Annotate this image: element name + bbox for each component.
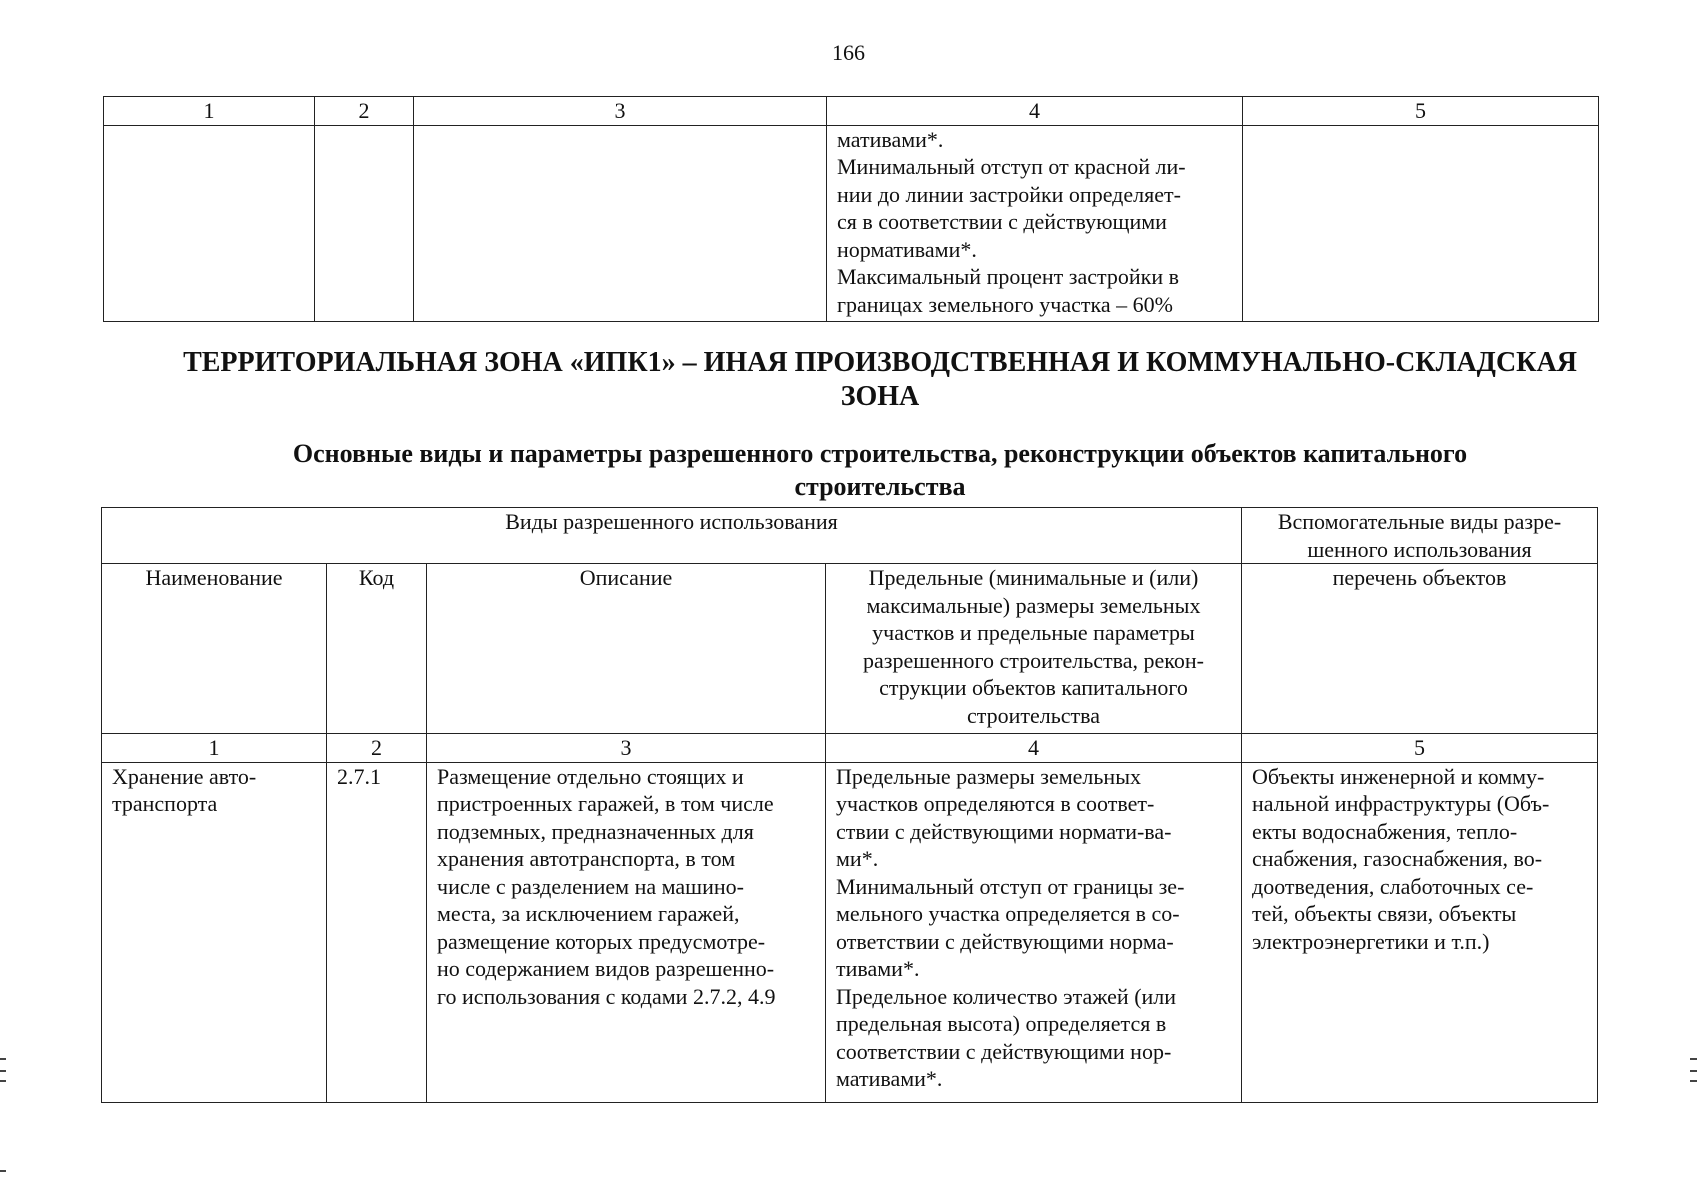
row-description-line: числе с разделением на машино-	[437, 873, 744, 899]
header-code: Код	[327, 564, 427, 734]
header-limits-line: участков и предельные параметры	[872, 620, 1195, 645]
row-name-line: транспорта	[112, 791, 218, 816]
header-limits-line: максимальные) размеры земельных	[866, 592, 1201, 618]
scan-margin-mark	[0, 1170, 6, 1172]
cont-limits-line: нии до линии застройки определяет-	[837, 181, 1181, 207]
row-description-line: хранения автотранспорта, в том	[437, 846, 736, 871]
zone-title-line: ЗОНА	[840, 381, 920, 412]
cont-limits-line: мативами*.	[837, 126, 944, 152]
row-limits-line: предельная высота) определяется в	[836, 1011, 1167, 1036]
col-number-5: 5	[1243, 97, 1599, 126]
numbering-cell: 3	[427, 734, 826, 763]
aux-header-line: шенного использования	[1307, 536, 1532, 562]
col-number-1: 1	[104, 97, 315, 126]
row-limits-line: ответствии с действующими норма-	[836, 928, 1174, 954]
cont-cell-limits	[827, 125, 1243, 321]
numbering-cell: 4	[826, 734, 1242, 763]
scan-margin-mark	[1690, 1058, 1697, 1060]
zone-title	[160, 346, 1600, 414]
row-description-cell	[427, 762, 826, 1102]
cont-limits-line: Минимальный отступ от красной ли-	[837, 154, 1186, 179]
row-objects-line: снабжения, газоснабжения, во-	[1252, 846, 1543, 871]
row-objects-line: Объекты инженерной и комму-	[1252, 763, 1545, 789]
header-limits-line: разрешенного строительства, рекон-	[863, 647, 1204, 673]
scan-margin-mark	[0, 1058, 6, 1060]
row-description-line: размещение которых предусмотре-	[437, 928, 766, 954]
cont-limits-line: нормативами*.	[837, 236, 977, 262]
header-limits-line: Предельные (минимальные и (или)	[868, 565, 1199, 590]
cont-limits-line: Максимальный процент застройки в	[837, 264, 1179, 289]
numbering-cell: 2	[327, 734, 427, 763]
scan-margin-mark	[0, 1070, 6, 1072]
table-row	[102, 762, 1598, 1102]
row-name-line: Хранение авто-	[112, 763, 257, 789]
row-description-line: Размещение отдельно стоящих и	[437, 763, 744, 789]
row-limits-line: ствии с действующими нормати-ва-	[836, 818, 1172, 844]
row-limits-line: мельного участка определяется в со-	[836, 901, 1180, 926]
header-limits-line: струкции объектов капитального	[879, 675, 1188, 700]
row-limits-line: Минимальный отступ от границы зе-	[836, 873, 1185, 899]
continuation-table	[103, 96, 1599, 322]
row-limits-line: ми*.	[836, 846, 879, 871]
main-table	[101, 507, 1598, 1103]
row-objects-line: тей, объекты связи, объекты	[1252, 901, 1517, 926]
row-description-line: но содержанием видов разрешенно-	[437, 956, 775, 981]
col-number-3: 3	[414, 97, 827, 126]
numbering-cell: 5	[1242, 734, 1598, 763]
header-objects: перечень объектов	[1242, 564, 1598, 734]
col-number-2: 2	[315, 97, 414, 126]
header-name: Наименование	[102, 564, 327, 734]
row-limits-line: мативами*.	[836, 1066, 943, 1091]
section-title-line: Основные виды и параметры разрешенного строительства, реконструкции объектов капитального	[292, 439, 1468, 468]
row-objects-cell	[1242, 762, 1598, 1102]
row-limits-cell	[826, 762, 1242, 1102]
section-title-line: строительства	[794, 472, 966, 501]
row-objects-line: нальной инфраструктуры (Объ-	[1252, 791, 1550, 816]
group-header-cell: Виды разрешенного использования	[102, 508, 1242, 564]
cont-cell-code	[315, 125, 414, 321]
group-header-row	[102, 508, 1598, 564]
row-description-line: го использования с кодами 2.7.2, 4.9	[437, 983, 776, 1009]
row-objects-line: доотведения, слаботочных се-	[1252, 873, 1534, 899]
header-limits-line: строительства	[966, 702, 1101, 728]
scan-margin-mark	[0, 1080, 6, 1082]
row-description-line: подземных, предназначенных для	[437, 818, 754, 844]
numbering-row	[102, 734, 1598, 763]
row-limits-line: Предельное количество этажей (или	[836, 983, 1177, 1009]
cont-cell-name	[104, 125, 315, 321]
cont-cell-description	[414, 125, 827, 321]
aux-header-cell	[1242, 508, 1598, 564]
continuation-header-row	[104, 97, 1599, 126]
row-code-cell: 2.7.1	[327, 762, 427, 1102]
column-header-row	[102, 564, 1598, 734]
cont-limits-line: границах земельного участка – 60%	[837, 291, 1173, 317]
page-number: 166	[832, 40, 865, 65]
aux-header-line: Вспомогательные виды разре-	[1277, 509, 1562, 534]
scan-margin-mark	[1690, 1070, 1697, 1072]
row-description-line: пристроенных гаражей, в том числе	[437, 791, 774, 816]
continuation-row	[104, 125, 1599, 321]
row-objects-line: электроэнергетики и т.п.)	[1252, 928, 1490, 954]
numbering-cell: 1	[102, 734, 327, 763]
row-limits-line: тивами*.	[836, 956, 920, 981]
cont-limits-line: ся в соответствии с действующими	[837, 209, 1167, 234]
row-description-line: места, за исключением гаражей,	[437, 901, 740, 926]
row-name-cell	[102, 762, 327, 1102]
zone-title-line: ТЕРРИТОРИАЛЬНАЯ ЗОНА «ИПК1» – ИНАЯ ПРОИЗВОДСТВЕННАЯ И КОММУНАЛЬНО-СКЛАДСКАЯ	[183, 347, 1577, 378]
row-limits-line: соответствии с действующими нор-	[836, 1038, 1172, 1064]
col-number-4: 4	[827, 97, 1243, 126]
row-limits-line: участков определяются в соответ-	[836, 791, 1155, 816]
header-description: Описание	[427, 564, 826, 734]
row-objects-line: екты водоснабжения, тепло-	[1252, 818, 1518, 844]
row-limits-line: Предельные размеры земельных	[836, 763, 1141, 789]
header-limits	[826, 564, 1242, 734]
cont-cell-objects	[1243, 125, 1599, 321]
scan-margin-mark	[1690, 1080, 1697, 1082]
section-title	[160, 437, 1600, 503]
